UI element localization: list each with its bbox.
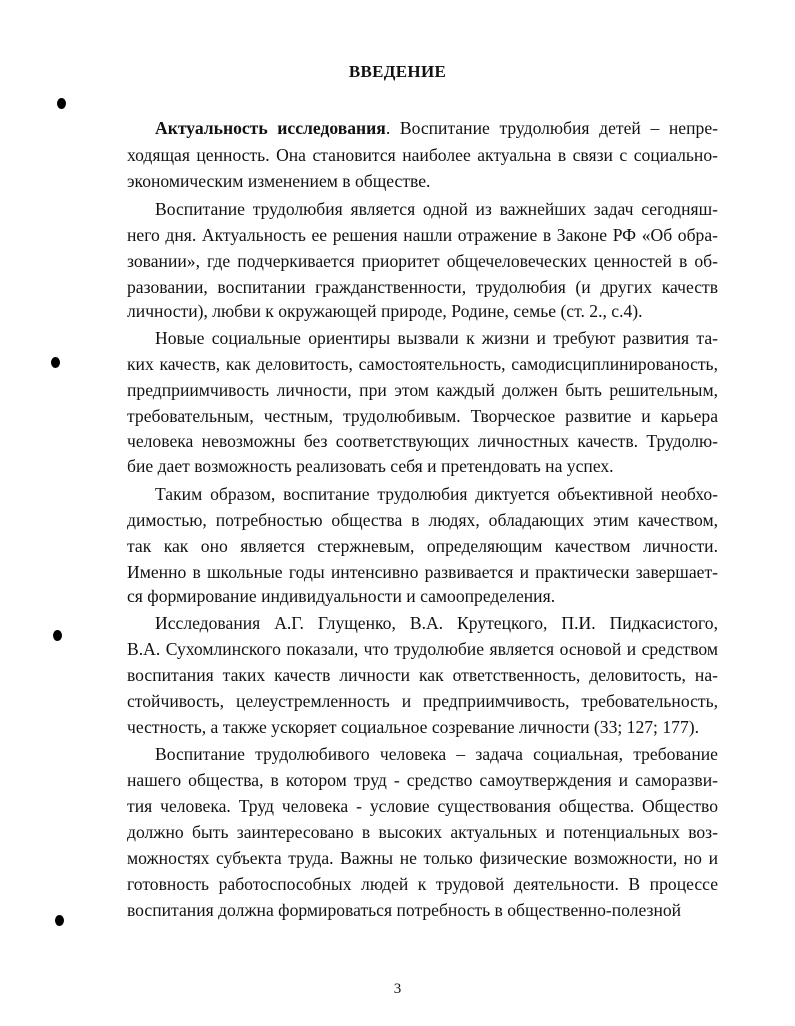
text-line: тия человека. Труд человека - условие существования общества. Общество [127,796,718,816]
margin-dot [51,357,60,368]
text-line: можностях субъекта труда. Важны не только физические возможности, но и [127,848,718,868]
text-line: Таким образом, воспитание трудолюбия диктуется объективной необхо- [155,484,718,504]
text-line: требовательным, честным, трудолюбивым. Творческое развитие и карьера [127,406,718,426]
text-line: так как оно является стержневым, определяющим качеством личности. [127,536,718,556]
text-line: бие дает возможность реализовать себя и претендовать на успех. [127,456,614,476]
text-line: разовании, воспитании гражданственности, трудолюбия (и других качеств [127,277,718,297]
text-line-content: . Воспитание трудолюбия детей – непре- [385,118,718,138]
text-line: честность, а также ускоряет социальное созревание личности (33; 127; 177). [127,717,699,737]
text-line [127,115,718,141]
text-line: экономическим изменением в обществе. [127,171,431,191]
text-line: воспитания таких качеств личности как ответственность, деловитость, на- [127,665,718,685]
text-line: личности), любви к окружающей природе, Родине, семье (ст. 2., с.4). [127,301,643,321]
page-title: ВВЕДЕНИЕ [348,62,447,81]
text-line: В.А. Сухомлинского показали, что трудолюбие является основой и средством [127,639,718,659]
text-line: готовность работоспособных людей к трудовой деятельности. В процессе [127,874,718,894]
text-line: ходящая ценность. Она становится наиболее актуальна в связи с социально- [127,145,718,165]
text-line: димостью, потребностью общества в людях, обладающих этим качеством, [127,510,718,530]
section-heading-inline: Актуальность исследования [155,118,386,138]
text-line: Воспитание трудолюбия является одной из важнейших задач сегодняш- [155,199,718,219]
text-line: Исследования А.Г. Глущенко, В.А. Крутецкого, П.И. Пидкасистого, [155,613,718,633]
margin-dot [57,98,66,109]
text-line: ких качеств, как деловитость, самостоятельность, самодисциплинированость, [127,354,718,374]
margin-dot [55,915,64,926]
page-number: 3 [393,981,402,997]
text-line: зовании», где подчеркивается приоритет общечеловеческих ценностей в об- [127,251,718,271]
text-line: предприимчивость личности, при этом каждый должен быть решительным, [127,380,718,400]
text-line: воспитания должна формироваться потребность в общественно-полезной [127,900,682,920]
text-line: человека невозможны без соответствующих личностных качеств. Трудолю- [127,431,718,451]
text-line: Новые социальные ориентиры вызвали к жизни и требуют развития та- [155,328,718,348]
text-line: ся формирование индивидуальности и самоопределения. [127,586,556,606]
text-line: нашего общества, в котором труд - средство самоутверждения и саморазви- [127,770,718,790]
text-line: Именно в школьные годы интенсивно развивается и практически завершает- [127,562,718,582]
margin-dot [53,630,62,641]
text-line: него дня. Актуальность ее решения нашли отражение в Законе РФ «Об обра- [127,225,718,245]
text-line: Воспитание трудолюбивого человека – задача социальная, требование [155,744,718,764]
text-line: должно быть заинтересовано в высоких актуальных и потенциальных воз- [127,822,718,842]
text-line: стойчивость, целеустремленность и предприимчивость, требовательность, [127,691,718,711]
